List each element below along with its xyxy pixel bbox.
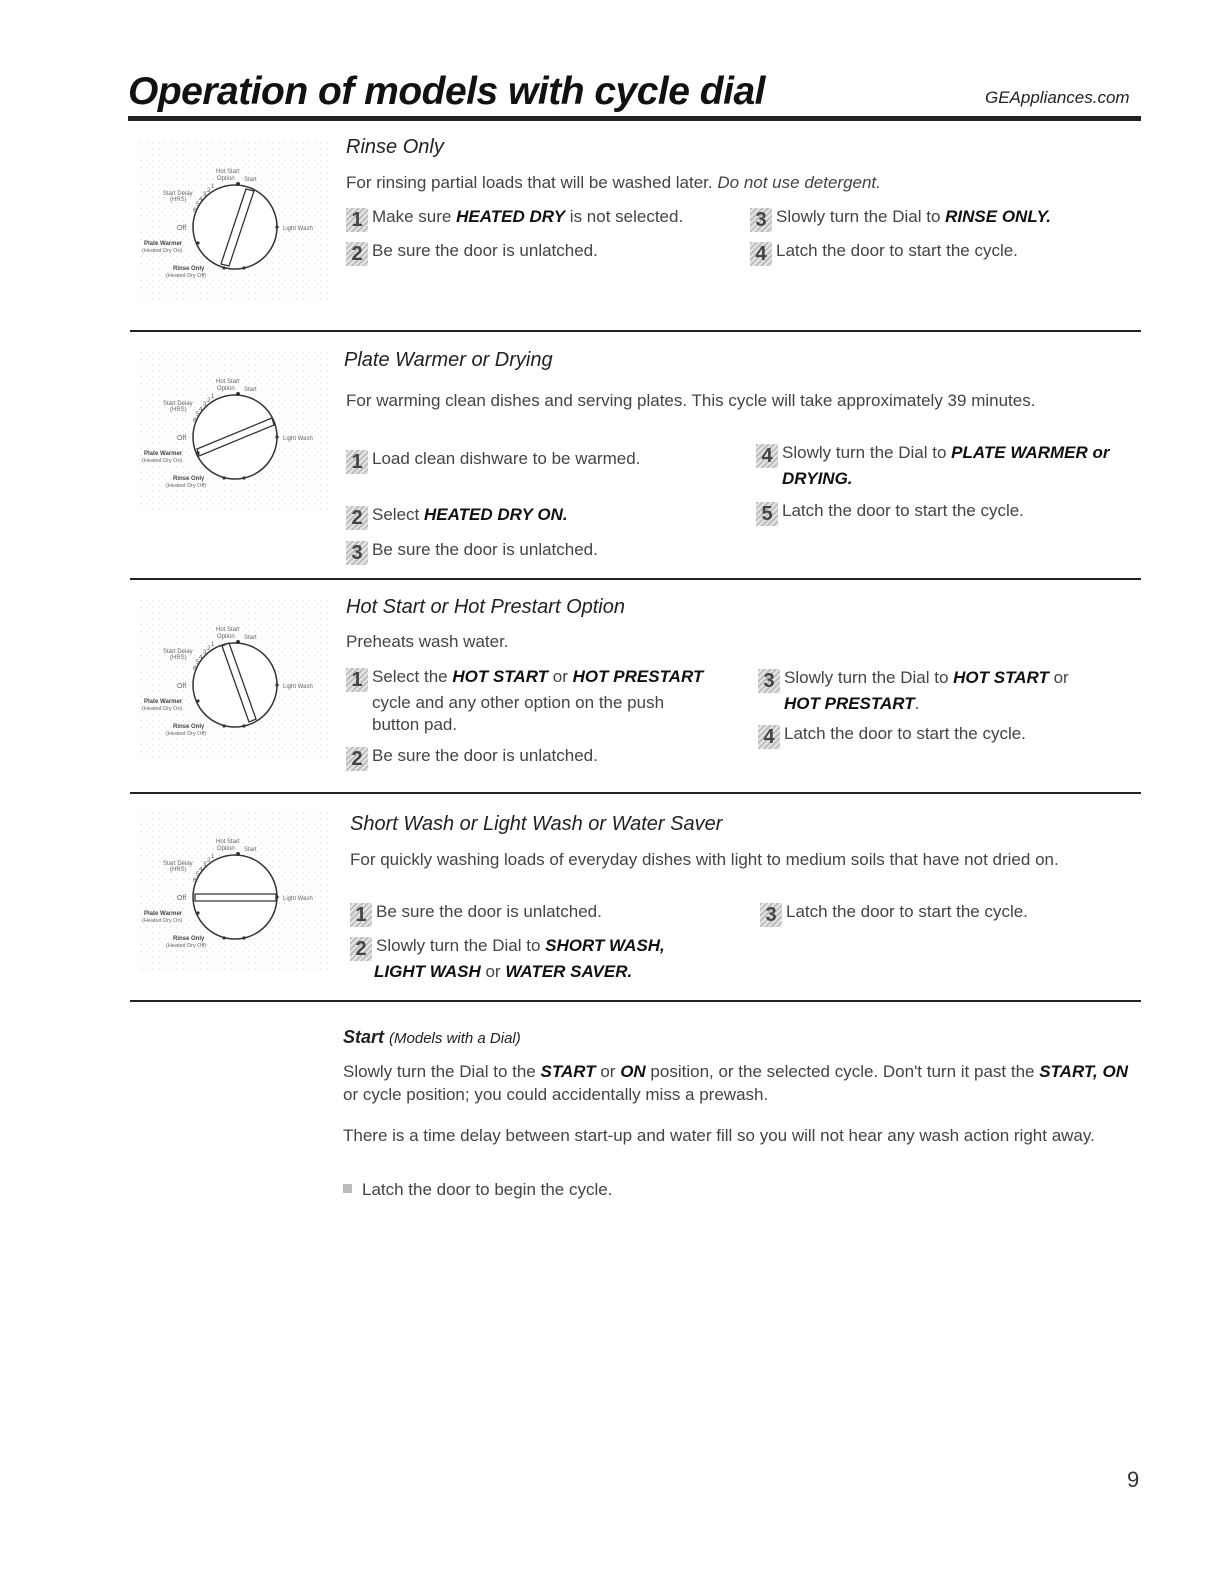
dial-dot [275,225,278,228]
dial-label-heated-dry-on: (Heated Dry On) [142,248,183,254]
dial-number-4: 4 [199,407,203,413]
rinse-description: For rinsing partial loads that will be washed later. Do not use detergent. [346,173,881,192]
dial-label-heated-dry-off: (Heated Dry Off) [166,943,207,949]
dial-label-hot-start: Hot Start [216,169,240,175]
dial-label-option: Option [217,634,235,640]
dial-illustration-plate-warmer [140,352,330,514]
dial-number-5: 5 [196,412,200,418]
dial-number-2: 2 [207,398,211,404]
dial-number-2: 2 [207,858,211,864]
dial-label-option: Option [217,176,235,182]
dial-number-1: 1 [211,642,215,648]
dial-number-3: 3 [203,192,207,198]
dial-label-plate-warmer: Plate Warmer [144,241,183,247]
section-divider [130,330,1141,332]
dial-illustration-hot-start [140,600,330,762]
plate-step-3: 3 Be sure the door is unlatched. [346,539,598,565]
header-rule [128,116,1141,121]
rinse-step-2: 2 Be sure the door is unlatched. [346,240,598,266]
section-title-start: Start (Models with a Dial) [343,1027,521,1047]
section-divider [130,792,1141,794]
bullet-icon [343,1184,352,1193]
dial-number-1: 1 [211,394,215,400]
dial-label-hrs: (HRS) [170,655,187,661]
dial-label-option: Option [217,846,235,852]
section-divider [130,1000,1141,1002]
dial-number-3: 3 [203,862,207,868]
dial-label-hrs: (HRS) [170,197,187,203]
dial-number-5: 5 [196,660,200,666]
dial-dot [222,266,225,269]
dial-dot [196,451,199,454]
dial-dot [242,266,245,269]
dial-label-light-wash: Light Wash [283,226,313,232]
rinse-step-3: 3 Slowly turn the Dial to RINSE ONLY. [750,206,1051,232]
dial-label-heated-dry-on: (Heated Dry On) [142,706,183,712]
dial-label-start: Start [244,177,257,183]
start-paragraph-2: There is a time delay between start-up and water fill so you will not hear any wash action right away. [343,1126,1095,1145]
dial-number-2: 2 [207,188,211,194]
dial-label-rinse-only: Rinse Only [173,936,205,942]
dial-label-hrs: (HRS) [170,867,187,873]
dial-number-1: 1 [211,184,215,190]
section-divider [130,578,1141,580]
dial-label-start-delay: Start Delay [163,401,193,407]
plate-description: For warming clean dishes and serving plates. This cycle will take approximately 39 minutes. [346,391,1036,410]
dial-label-hot-start: Hot Start [216,839,240,845]
dial-number-6: 6 [193,208,197,214]
short-step-2: 2 Slowly turn the Dial to SHORT WASH, LIGHT WASH or WATER SAVER. [350,935,665,983]
dial-label-start: Start [244,387,257,393]
dial-label-rinse-only: Rinse Only [173,476,205,482]
dial-dot [222,724,225,727]
section-title-hot-start: Hot Start or Hot Prestart Option [346,596,625,618]
dial-label-plate-warmer: Plate Warmer [144,699,183,705]
hot-step-2: 2 Be sure the door is unlatched. [346,745,598,771]
dial-label-start-delay: Start Delay [163,861,193,867]
dial-label-plate-warmer: Plate Warmer [144,911,183,917]
page-title: Operation of models with cycle dial [128,70,765,113]
start-paragraph-1: Slowly turn the Dial to the START or ON position, or the selected cycle. Don't turn it past the START, ON or cycle position; you could accidentally miss a prewash. [343,1062,1129,1104]
site-url: GEAppliances.com [985,88,1130,107]
hot-step-3: 3 Slowly turn the Dial to HOT START or HOT PRESTART. [758,667,1069,715]
dial-label-light-wash: Light Wash [283,684,313,690]
plate-step-5: 5 Latch the door to start the cycle. [756,500,1024,526]
section-title-plate-warmer: Plate Warmer or Drying [344,349,553,371]
dial-number-5: 5 [196,202,200,208]
dial-dot [242,936,245,939]
start-bullet: Latch the door to begin the cycle. [343,1178,1133,1201]
dial-dot [222,476,225,479]
section-title-short-wash: Short Wash or Light Wash or Water Saver [350,813,723,835]
rinse-step-1: 1 Make sure HEATED DRY is not selected. [346,206,683,232]
short-description: For quickly washing loads of everyday dishes with light to medium soils that have not dried on. [350,850,1059,869]
dial-illustration-rinse [140,142,330,304]
dial-number-5: 5 [196,872,200,878]
dial-label-start: Start [244,635,257,641]
plate-step-1: 1 Load clean dishware to be warmed. [346,448,640,474]
page-number: 9 [1127,1467,1140,1492]
dial-label-hrs: (HRS) [170,407,187,413]
dial-number-3: 3 [203,402,207,408]
dial-label-off: Off [177,225,187,232]
dial-number-4: 4 [199,655,203,661]
dial-dot [275,435,278,438]
plate-step-4: 4 Slowly turn the Dial to PLATE WARMER or DRYING. [756,442,1110,490]
dial-label-start-delay: Start Delay [163,649,193,655]
dial-number-4: 4 [199,867,203,873]
dial-number-2: 2 [207,646,211,652]
dial-label-off: Off [177,435,187,442]
short-step-3: 3 Latch the door to start the cycle. [760,901,1028,927]
dial-dot [222,936,225,939]
dial-dot [275,683,278,686]
dial-label-option: Option [217,386,235,392]
dial-label-hot-start: Hot Start [216,379,240,385]
dial-label-off: Off [177,683,187,690]
dial-number-6: 6 [193,666,197,672]
dial-label-rinse-only: Rinse Only [173,724,205,730]
plate-step-2: 2 Select HEATED DRY ON. [346,504,568,530]
hot-step-4: 4 Latch the door to start the cycle. [758,723,1026,749]
dial-label-heated-dry-off: (Heated Dry Off) [166,483,207,489]
dial-label-plate-warmer: Plate Warmer [144,451,183,457]
dial-number-3: 3 [203,650,207,656]
dial-label-heated-dry-on: (Heated Dry On) [142,918,183,924]
dial-dot [196,241,199,244]
hot-step-1: 1 Select the HOT START or HOT PRESTART cycle and any other option on the push button pad. [346,666,703,736]
dial-dot [236,640,240,644]
dial-label-heated-dry-off: (Heated Dry Off) [166,731,207,737]
dial-number-6: 6 [193,878,197,884]
dial-dot [236,392,240,396]
dial-dot [242,724,245,727]
dial-illustration-short-wash [140,812,330,974]
dial-dot [242,476,245,479]
short-step-1: 1 Be sure the door is unlatched. [350,901,602,927]
dial-label-rinse-only: Rinse Only [173,266,205,272]
dial-dot [236,852,240,856]
dial-dot [236,182,240,186]
dial-dot [196,699,199,702]
dial-pointer [195,894,276,901]
dial-number-1: 1 [211,854,215,860]
dial-label-hot-start: Hot Start [216,627,240,633]
dial-label-heated-dry-on: (Heated Dry On) [142,458,183,464]
dial-label-start: Start [244,847,257,853]
section-title-rinse-only: Rinse Only [346,136,444,158]
dial-label-off: Off [177,895,187,902]
dial-label-start-delay: Start Delay [163,191,193,197]
dial-number-4: 4 [199,197,203,203]
hot-description: Preheats wash water. [346,632,509,651]
rinse-step-4: 4 Latch the door to start the cycle. [750,240,1018,266]
dial-dot [196,911,199,914]
dial-label-light-wash: Light Wash [283,436,313,442]
dial-label-light-wash: Light Wash [283,896,313,902]
dial-number-6: 6 [193,418,197,424]
dial-label-heated-dry-off: (Heated Dry Off) [166,273,207,279]
dial-dot [275,895,278,898]
